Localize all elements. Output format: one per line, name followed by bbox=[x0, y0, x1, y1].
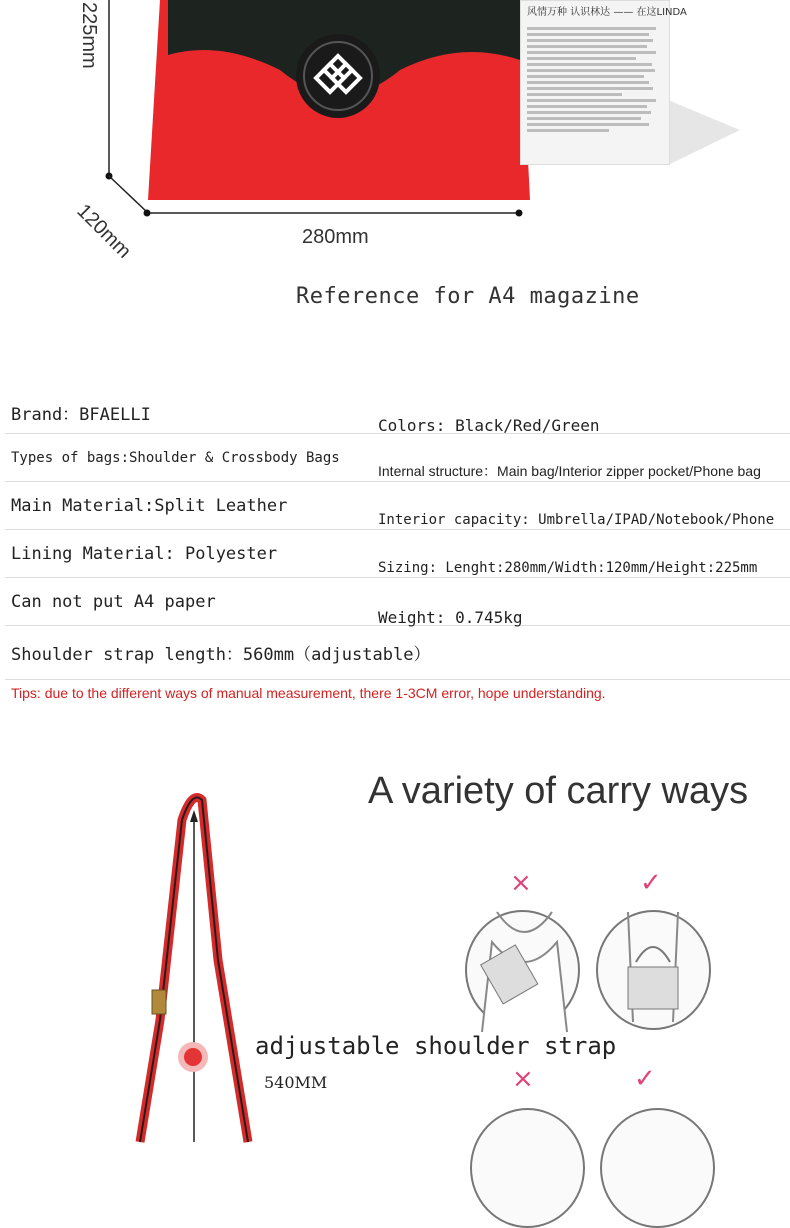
width-label: 280mm bbox=[302, 226, 369, 248]
spec-brand: Brand：BFAELLI bbox=[11, 405, 151, 425]
spec-row bbox=[5, 530, 790, 578]
spec-bag-type: Types of bags:Shoulder & Crossbody Bags bbox=[11, 450, 340, 466]
carry-figure-right-1 bbox=[596, 910, 711, 1030]
spec-row bbox=[5, 434, 790, 482]
check-icon: ✓ bbox=[634, 1064, 656, 1094]
spec-strap-length: Shoulder strap length：560mm（adjustable） bbox=[11, 645, 431, 665]
spec-sizing: Sizing: Lenght:280mm/Width:120mm/Height:225mm bbox=[378, 560, 758, 576]
magazine-headline: 风情万种 认识林达 —— 在这LINDA bbox=[527, 7, 687, 18]
strap-length-value: 540MM bbox=[264, 1073, 328, 1092]
spec-lining-material: Lining Material: Polyester bbox=[11, 544, 278, 564]
carry-figure-wrong-1 bbox=[465, 910, 580, 1030]
bag-clasp bbox=[296, 34, 380, 118]
carry-figure-right-2 bbox=[600, 1108, 715, 1228]
spec-row bbox=[5, 578, 790, 626]
spec-table bbox=[5, 386, 790, 680]
spec-internal-structure: Internal structure：Main bag/Interior zipper pocket/Phone bag bbox=[378, 463, 761, 479]
cross-icon: × bbox=[510, 868, 532, 898]
shoulder-strap-illustration bbox=[120, 780, 260, 1142]
a4-magazine bbox=[520, 0, 687, 165]
measurement-tips: Tips: due to the different ways of manual measurement, there 1-3CM error, hope understanding. bbox=[11, 685, 606, 701]
spec-a4-note: Can not put A4 paper bbox=[11, 592, 216, 612]
check-icon: ✓ bbox=[640, 868, 662, 898]
spec-weight: Weight: 0.745kg bbox=[378, 608, 523, 627]
strap-buckle bbox=[152, 990, 166, 1014]
spec-interior-capacity: Interior capacity: Umbrella/IPAD/Notebook/Phone bbox=[378, 512, 775, 528]
strap-arrow-icon bbox=[190, 810, 198, 822]
strap-point-icon bbox=[184, 1048, 202, 1066]
depth-label: 120mm bbox=[72, 200, 136, 263]
spec-main-material: Main Material:Split Leather bbox=[11, 496, 288, 516]
depth-line bbox=[109, 176, 147, 212]
carry-ways-title: A variety of carry ways bbox=[368, 770, 749, 812]
strap-label: adjustable shoulder strap bbox=[255, 1032, 617, 1060]
spec-row bbox=[5, 626, 790, 680]
spec-row bbox=[5, 386, 790, 434]
carry-figure-wrong-2 bbox=[470, 1108, 585, 1228]
spec-row bbox=[5, 482, 790, 530]
product-dimension-section bbox=[0, 0, 790, 330]
height-label: 225mm bbox=[78, 2, 100, 69]
cross-icon: × bbox=[512, 1064, 534, 1094]
reference-caption: Reference for A4 magazine bbox=[296, 284, 640, 309]
magazine-text-lines bbox=[521, 20, 669, 139]
spec-colors: Colors: Black/Red/Green bbox=[378, 416, 600, 435]
bag-dimension-illustration bbox=[0, 0, 790, 270]
magazine-shadow bbox=[668, 100, 740, 165]
